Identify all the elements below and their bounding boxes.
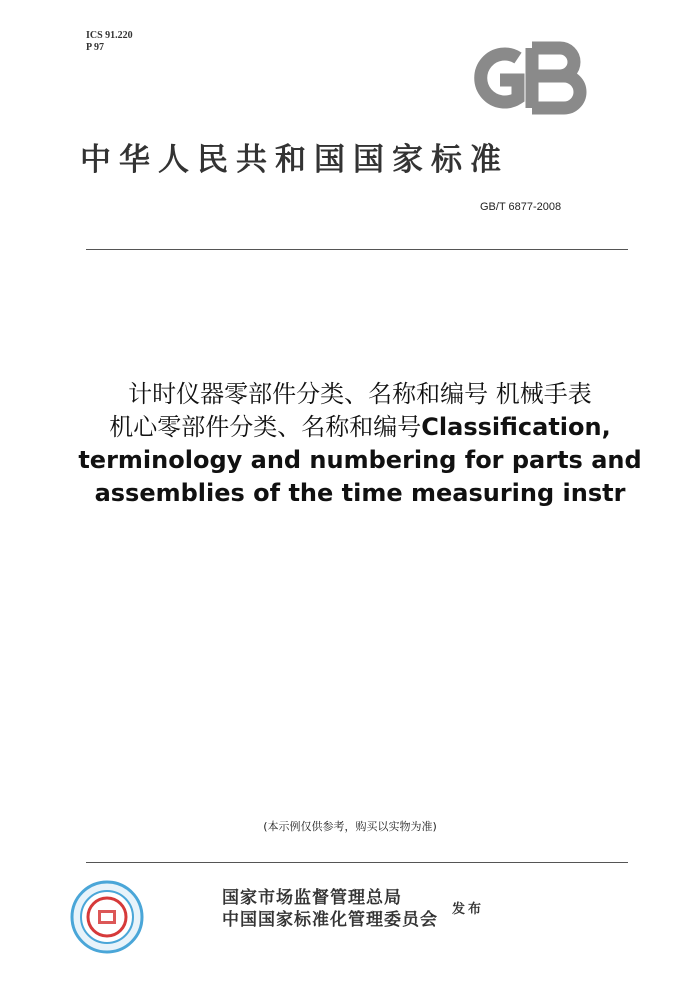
publish-label: 发布: [452, 902, 485, 917]
publishing-authorities: [222, 887, 438, 931]
sample-disclaimer: (本示例仅供参考，购买以实物为准): [263, 820, 437, 833]
title-line-2-en: Classification,: [421, 413, 611, 441]
header-divider: [86, 249, 628, 250]
document-title: [40, 378, 680, 510]
publisher-samr: 国家市场监督管理总局: [222, 888, 402, 908]
certification-seal-icon: [70, 880, 144, 954]
title-line-3: terminology and numbering for parts and: [78, 446, 642, 474]
footer-divider: [86, 862, 628, 863]
gb-logo: [462, 40, 590, 116]
ics-code: ICS 91.220: [86, 30, 133, 41]
national-standard-title: 中华人民共和国国家标准: [80, 142, 509, 178]
classification-codes: [86, 30, 133, 54]
standard-number: GB/T 6877-2008: [480, 201, 562, 213]
ccs-code: P 97: [86, 42, 105, 53]
title-line-1: 计时仪器零部件分类、名称和编号 机械手表: [128, 380, 592, 408]
publisher-sac: 中国国家标准化管理委员会: [222, 910, 438, 930]
title-line-4: assemblies of the time measuring instr: [94, 479, 626, 507]
title-line-2-cn: 机心零部件分类、名称和编号: [109, 413, 422, 441]
gb-logo-text: GB: [462, 40, 464, 41]
